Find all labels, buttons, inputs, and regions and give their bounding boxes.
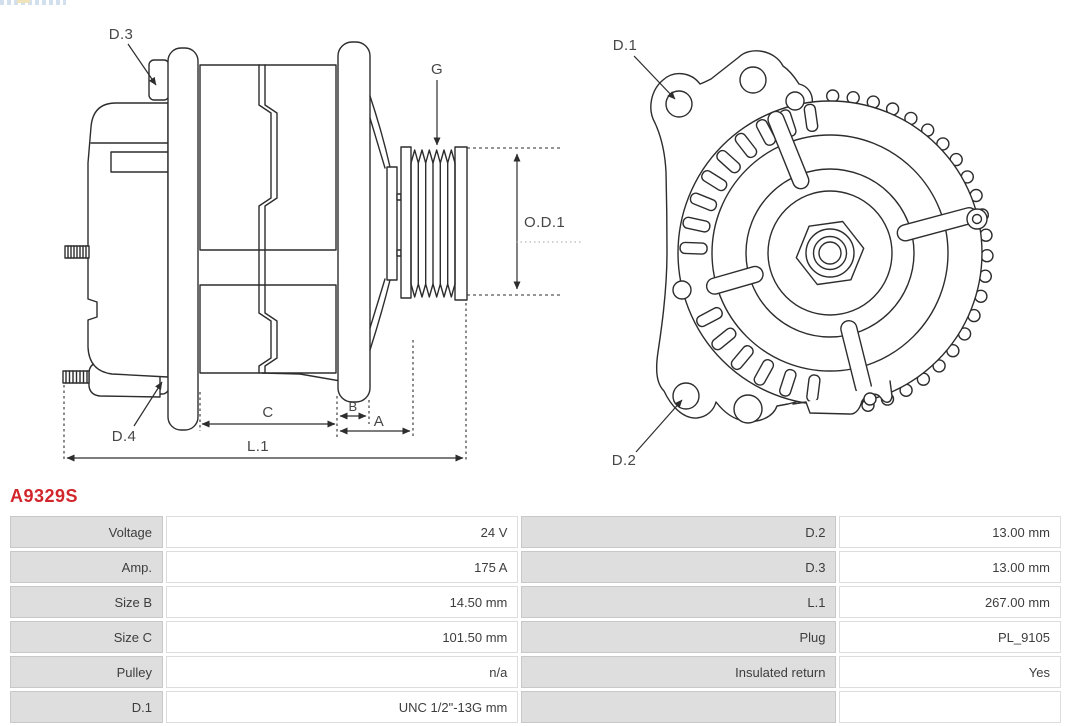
- stator-upper: [200, 65, 336, 250]
- spec-value-cell: 13.00 mm: [839, 516, 1061, 548]
- spec-value-cell: 14.50 mm: [166, 586, 518, 618]
- dim-label-c: C: [262, 404, 274, 421]
- rear-housing: [88, 103, 168, 377]
- spec-label-cell: D.1: [10, 691, 163, 723]
- spec-table: [7, 513, 1064, 726]
- spec-label-cell: Voltage: [10, 516, 163, 548]
- spec-value-cell: 24 V: [166, 516, 518, 548]
- spec-label-cell: Pulley: [10, 656, 163, 688]
- table-row: [10, 516, 1061, 548]
- dim-label-d1: D.1: [612, 37, 638, 54]
- spec-label-cell: [521, 691, 836, 723]
- rear-bracket: [168, 48, 198, 430]
- ear-hole-bottom-right: [864, 393, 876, 405]
- spec-value-cell: UNC 1/2"-13G mm: [166, 691, 518, 723]
- spec-label-cell: Size B: [10, 586, 163, 618]
- spec-label-cell: Plug: [521, 621, 836, 653]
- spec-label-cell: Amp.: [10, 551, 163, 583]
- spec-value-cell: Yes: [839, 656, 1061, 688]
- dim-label-d2: D.2: [611, 452, 637, 469]
- ear-hole-right: [973, 215, 982, 224]
- spec-value-cell: 13.00 mm: [839, 551, 1061, 583]
- mount-hole-d1: [666, 91, 692, 117]
- spec-label-cell: Insulated return: [521, 656, 836, 688]
- spec-value-cell: PL_9105: [839, 621, 1061, 653]
- spec-value-cell: [839, 691, 1061, 723]
- table-row: [10, 586, 1061, 618]
- dim-label-d3: D.3: [108, 26, 134, 43]
- part-number: A9329S: [10, 486, 79, 506]
- dim-label-d4: D.4: [111, 428, 137, 445]
- mount-hole-top-mid: [740, 67, 766, 93]
- spec-value-cell: 267.00 mm: [839, 586, 1061, 618]
- table-row: [10, 691, 1061, 723]
- dim-label-b: B: [348, 399, 358, 414]
- mount-hole-bottom-mid: [734, 395, 762, 423]
- table-row: [10, 621, 1061, 653]
- dim-label-od1: O.D.1: [524, 214, 566, 231]
- side-view: [63, 26, 583, 462]
- table-row: [10, 551, 1061, 583]
- spec-value-cell: 101.50 mm: [166, 621, 518, 653]
- spec-value-cell: n/a: [166, 656, 518, 688]
- rear-view: [612, 37, 993, 469]
- table-row: [10, 656, 1061, 688]
- dim-label-g: G: [430, 61, 444, 78]
- dim-label-l1: L.1: [246, 438, 270, 455]
- spec-label-cell: D.2: [521, 516, 836, 548]
- pulley: [401, 147, 467, 300]
- dim-label-a: A: [373, 413, 385, 430]
- spec-value-cell: 175 A: [166, 551, 518, 583]
- spec-label-cell: Size C: [10, 621, 163, 653]
- shaft-washer: [387, 167, 397, 280]
- front-bracket: [338, 42, 370, 402]
- spec-label-cell: D.3: [521, 551, 836, 583]
- spec-label-cell: L.1: [521, 586, 836, 618]
